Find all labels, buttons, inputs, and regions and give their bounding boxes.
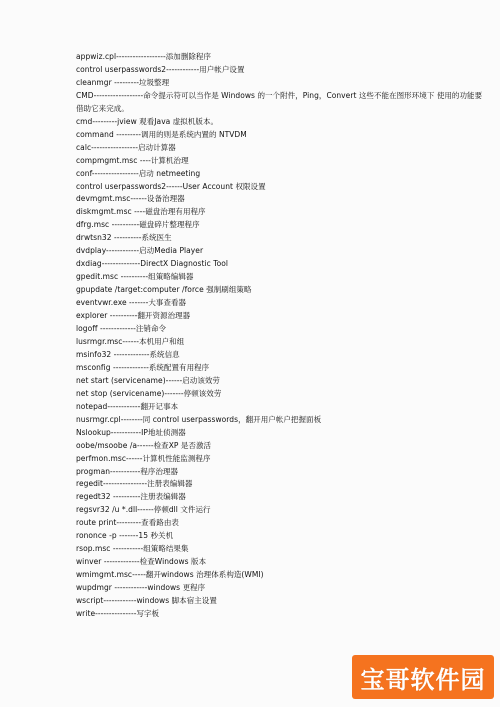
list-item: wupdmgr ------------windows 更程序 xyxy=(76,583,206,593)
list-item: dxdiag--------------DirectX Diagnostic Tool xyxy=(76,259,228,269)
list-item: drwtsn32 ----------系统医生 xyxy=(76,233,172,243)
list-item: nusrmgr.cpl--------同 control userpasswords，翻开用户帐户把握面板 xyxy=(76,414,322,424)
list-item: winver -------------检查Windows 版本 xyxy=(76,557,207,567)
list-item: cleanmgr ---------垃圾整理 xyxy=(76,77,170,87)
watermark-text: 宝哥软件园 xyxy=(360,665,486,694)
list-item: regedit----------------注册表编辑器 xyxy=(76,479,193,489)
list-item: control userpasswords2------User Account 权限设置 xyxy=(76,181,266,191)
list-item: msinfo32 -------------系统信息 xyxy=(76,349,180,359)
list-item: regsvr32 /u *.dll------停顿dll 文件运行 xyxy=(76,505,211,515)
list-item: rsop.msc -----------组策略结果集 xyxy=(76,544,189,554)
list-item: dfrg.msc ----------磁盘碎片整理程序 xyxy=(76,220,200,230)
list-item: perfmon.msc------计算机性能监测程序 xyxy=(76,453,211,463)
list-item: gpupdate /target:computer /force 强制刷组策略 xyxy=(76,285,252,295)
list-item: oobe/msoobe /a------检查XP 是否激活 xyxy=(76,440,212,450)
list-item: regedt32 ----------注册表编辑器 xyxy=(76,492,186,502)
list-item: write---------------写字板 xyxy=(76,608,160,618)
list-item: progman-----------程序治理器 xyxy=(76,466,179,476)
list-item: rononce -p -------15 秒关机 xyxy=(76,531,174,541)
list-item: dvdplay------------启动Media Player xyxy=(76,246,204,256)
list-item: devmgmt.msc------设备治理器 xyxy=(76,194,185,204)
list-item: net start (servicename)------启动该效劳 xyxy=(76,375,220,385)
list-item: control userpasswords2------------用户帐户设置 xyxy=(76,64,245,74)
list-item: lusrmgr.msc------本机用户和组 xyxy=(76,336,185,346)
list-item: cmd---------jview 观看Java 虚拟机版本。 xyxy=(76,116,219,126)
list-item: explorer ----------翻开资源治理器 xyxy=(76,311,191,321)
list-item: eventvwr.exe -------大事查看器 xyxy=(76,298,187,308)
list-item: notepad------------翻开记事本 xyxy=(76,401,179,411)
list-item: net stop (servicename)-------停顿该效劳 xyxy=(76,388,222,398)
list-item: route print---------查看路由表 xyxy=(76,518,179,528)
list-item: logoff -------------注销命令 xyxy=(76,324,167,334)
list-item: gpedit.msc ----------组策略编辑器 xyxy=(76,272,194,282)
list-item: wscript------------windows 脚本宿主设置 xyxy=(76,596,217,606)
list-item: diskmgmt.msc ----磁盘治理有用程序 xyxy=(76,207,206,217)
list-item: compmgmt.msc ----计算机治理 xyxy=(76,155,189,165)
list-item: msconfig -------------系统配置有用程序 xyxy=(76,362,210,372)
list-item: conf-----------------启动 netmeeting xyxy=(76,168,201,178)
list-item: Nslookup-----------IP地址侦测器 xyxy=(76,427,186,437)
command-list xyxy=(76,51,488,621)
list-item: CMD------------------命令提示符可以当作是 Windows 的一个附件，Ping，Convert 这些不能在图形环境下 使用的功能要借助它来完成。 xyxy=(76,90,483,113)
list-item: appwiz.cpl------------------添加删除程序 xyxy=(76,52,212,61)
list-item: calc-----------------启动计算器 xyxy=(76,142,176,152)
list-item: command ---------调用的则是系统内置的 NTVDM xyxy=(76,129,247,139)
watermark-logo xyxy=(352,655,494,699)
list-item: wmimgmt.msc-----翻开windows 治理体系构造(WMI) xyxy=(76,570,264,580)
